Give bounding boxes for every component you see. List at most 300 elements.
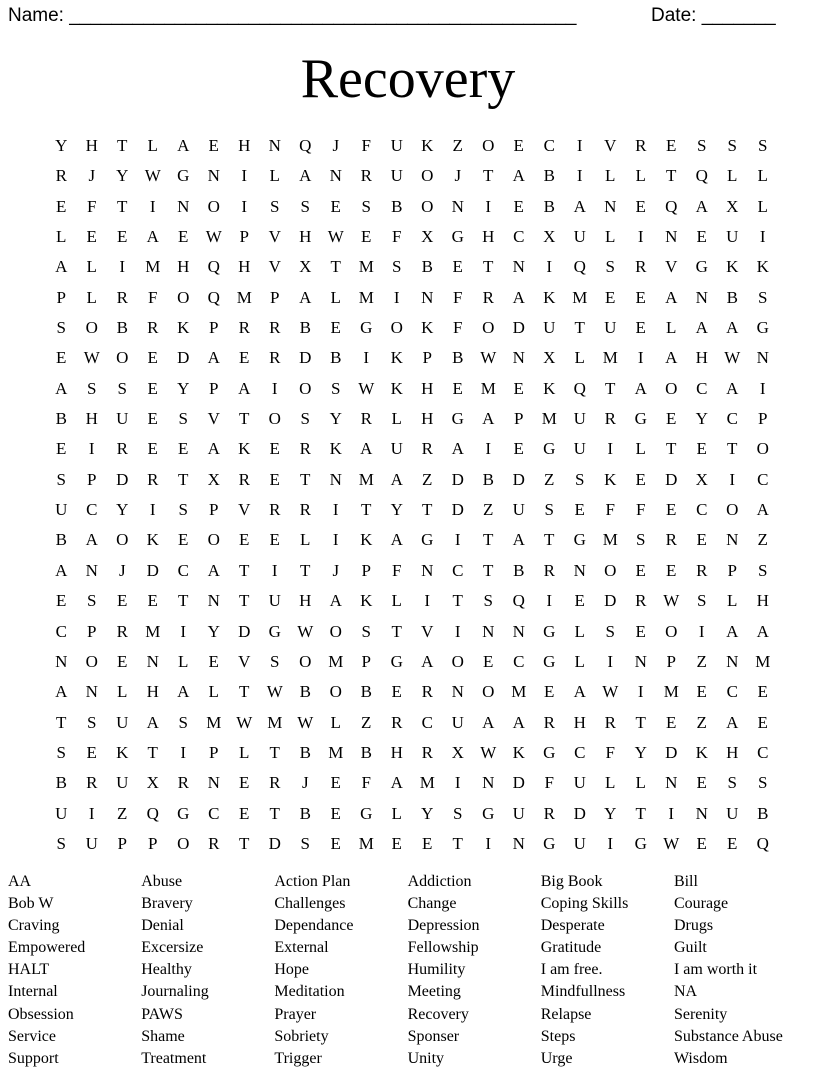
grid-letter: T [574, 318, 585, 338]
grid-letter: Z [452, 136, 463, 155]
grid-letter: I [607, 439, 614, 459]
grid-letter: E [86, 742, 97, 762]
grid-letter: A [421, 651, 434, 671]
grid-letter: O [756, 439, 769, 459]
word-list-item: I am worth it [673, 961, 758, 979]
grid-letter: E [208, 651, 219, 671]
grid-letter: E [422, 833, 433, 853]
grid-letter: A [634, 378, 647, 398]
grid-letter: E [117, 651, 128, 671]
grid-letter: S [87, 378, 97, 398]
grid-letter: B [421, 257, 433, 277]
grid-letter: I [576, 136, 583, 155]
grid-letter: T [635, 712, 646, 732]
grid-letter: A [573, 196, 586, 216]
grid-letter: A [665, 287, 678, 307]
grid-letter: E [117, 227, 128, 247]
grid-letter: M [358, 257, 374, 277]
grid-letter: C [543, 136, 555, 155]
grid-letter: R [299, 500, 311, 520]
grid-letter: Z [361, 712, 372, 732]
grid-letter: T [483, 560, 494, 580]
grid-letter: E [117, 591, 128, 611]
grid-letter: X [695, 469, 708, 489]
grid-letter: U [85, 833, 98, 853]
grid-letter: S [605, 621, 615, 641]
grid-letter: B [391, 196, 403, 216]
word-list-item: Bob W [8, 895, 54, 913]
grid-letter: F [361, 773, 371, 793]
grid-letter: E [696, 439, 707, 459]
grid-letter: I [149, 500, 156, 520]
grid-letter: P [56, 287, 66, 307]
grid-letter: E [666, 409, 677, 429]
word-list-item: Meeting [407, 983, 461, 1001]
grid-letter: S [87, 712, 97, 732]
grid-letter: H [421, 378, 434, 398]
grid-letter: P [361, 560, 371, 580]
grid-letter: T [269, 803, 280, 823]
grid-letter: X [299, 257, 312, 277]
grid-letter: U [116, 409, 129, 429]
grid-letter: N [329, 469, 342, 489]
grid-letter: O [207, 196, 220, 216]
grid-letter: O [421, 166, 434, 186]
grid-letter: L [635, 166, 646, 186]
grid-letter: F [605, 742, 615, 762]
grid-letter: M [358, 287, 374, 307]
word-list-item: Bravery [141, 895, 193, 913]
grid-letter: O [177, 833, 190, 853]
grid-letter: E [147, 378, 158, 398]
grid-letter: Y [116, 166, 129, 186]
grid-letter: C [86, 500, 98, 520]
grid-letter: H [726, 742, 739, 762]
grid-letter: Y [390, 500, 403, 520]
grid-letter: Y [207, 621, 220, 641]
grid-letter: W [83, 348, 100, 368]
grid-letter: R [269, 500, 281, 520]
grid-letter: C [696, 378, 708, 398]
grid-letter: A [695, 318, 708, 338]
grid-letter: O [329, 682, 342, 702]
grid-letter: Y [604, 803, 617, 823]
grid-letter: O [268, 409, 281, 429]
grid-letter: R [116, 287, 128, 307]
grid-letter: P [514, 409, 524, 429]
grid-letter: C [208, 803, 220, 823]
word-list-item: Addiction [407, 873, 472, 890]
grid-letter: G [177, 803, 190, 823]
grid-letter: S [453, 803, 463, 823]
grid-letter: E [757, 712, 768, 732]
grid-letter: S [56, 833, 66, 853]
grid-letter: R [360, 166, 372, 186]
grid-letter: E [147, 409, 158, 429]
word-list-item: Humility [407, 961, 466, 979]
grid-letter: T [239, 591, 250, 611]
grid-letter: I [119, 257, 126, 277]
grid-letter: L [574, 651, 585, 671]
grid-letter: R [177, 773, 189, 793]
grid-letter: M [663, 682, 679, 702]
grid-letter: M [511, 682, 527, 702]
grid-letter: A [85, 530, 98, 550]
grid-letter: E [635, 560, 646, 580]
grid-letter: E [666, 136, 677, 155]
grid-letter: L [757, 166, 768, 186]
grid-letter: X [146, 773, 159, 793]
grid-letter: N [85, 560, 98, 580]
grid-letter: I [485, 439, 492, 459]
grid-letter: X [543, 348, 556, 368]
grid-letter: I [332, 500, 339, 520]
grid-letter: O [85, 318, 98, 338]
grid-letter: O [390, 318, 403, 338]
word-list-item: Relapse [540, 1005, 592, 1023]
grid-letter: D [238, 621, 251, 641]
grid-letter: E [605, 287, 616, 307]
grid-letter: O [665, 621, 678, 641]
grid-letter: J [301, 773, 309, 793]
grid-letter: L [391, 591, 402, 611]
grid-letter: T [147, 742, 158, 762]
word-list-item: Abuse [141, 873, 183, 890]
grid-letter: I [88, 439, 95, 459]
grid-letter: L [300, 530, 311, 550]
grid-letter: N [177, 196, 190, 216]
grid-letter: R [238, 469, 250, 489]
word-list-item: Steps [540, 1027, 576, 1045]
grid-letter: E [56, 439, 67, 459]
grid-letter: B [116, 318, 128, 338]
grid-letter: L [330, 287, 341, 307]
grid-letter: E [330, 803, 341, 823]
word-list-item: Recovery [407, 1005, 469, 1023]
grid-letter: T [666, 439, 677, 459]
word-list-item: Gratitude [540, 939, 602, 957]
grid-letter: I [485, 196, 492, 216]
word-list-item: External [274, 939, 329, 957]
word-list-item: Sobriety [274, 1027, 329, 1045]
grid-letter: C [726, 682, 738, 702]
grid-letter: C [574, 742, 586, 762]
grid-letter: I [546, 591, 553, 611]
grid-letter: K [116, 742, 129, 762]
grid-letter: O [329, 621, 342, 641]
grid-letter: R [269, 348, 281, 368]
grid-letter: O [177, 287, 190, 307]
word-list-item: Obsession [8, 1005, 74, 1023]
grid-letter: I [607, 651, 614, 671]
grid-letter: N [512, 621, 525, 641]
grid-letter: G [482, 803, 495, 823]
word-list-item: Courage [673, 895, 729, 913]
grid-letter: A [512, 712, 525, 732]
grid-letter: L [727, 166, 738, 186]
grid-letter: E [269, 530, 280, 550]
grid-letter: B [55, 409, 67, 429]
grid-letter: A [390, 469, 403, 489]
grid-letter: U [726, 227, 739, 247]
grid-letter: C [421, 712, 433, 732]
grid-letter: E [513, 378, 524, 398]
grid-letter: I [576, 166, 583, 186]
grid-letter: U [451, 712, 464, 732]
grid-letter: N [55, 651, 68, 671]
grid-letter: S [270, 196, 280, 216]
grid-letter: S [178, 409, 188, 429]
grid-letter: C [696, 500, 708, 520]
grid-letter: E [147, 348, 158, 368]
grid-letter: E [269, 469, 280, 489]
grid-letter: U [512, 500, 525, 520]
grid-letter: I [393, 287, 400, 307]
grid-letter: A [695, 196, 708, 216]
grid-letter: P [209, 378, 219, 398]
grid-letter: D [512, 773, 525, 793]
grid-letter: S [178, 500, 188, 520]
grid-letter: R [391, 712, 403, 732]
grid-letter: H [146, 682, 159, 702]
grid-letter: L [605, 227, 616, 247]
grid-letter: Y [177, 378, 190, 398]
grid-letter: Y [116, 500, 129, 520]
grid-letter: N [451, 682, 464, 702]
grid-letter: Z [696, 712, 707, 732]
grid-letter: N [695, 287, 708, 307]
grid-letter: H [421, 409, 434, 429]
grid-letter: B [299, 318, 311, 338]
word-list-item: Trigger [274, 1049, 322, 1067]
grid-letter: Q [299, 136, 312, 155]
grid-letter: B [482, 469, 494, 489]
grid-letter: G [634, 409, 647, 429]
grid-letter: Q [695, 166, 708, 186]
grid-letter: E [666, 560, 677, 580]
word-list-item: Treatment [141, 1049, 207, 1067]
grid-letter: O [604, 560, 617, 580]
grid-letter: G [543, 439, 556, 459]
grid-letter: J [332, 560, 340, 580]
grid-letter: X [207, 469, 220, 489]
grid-letter: Q [207, 287, 220, 307]
grid-letter: R [543, 560, 555, 580]
grid-letter: E [239, 773, 250, 793]
word-list-item: Internal [8, 983, 58, 1001]
grid-letter: F [87, 196, 97, 216]
word-list-item: Meditation [274, 983, 345, 1001]
grid-letter: I [607, 833, 614, 853]
word-list-item: Healthy [141, 961, 192, 979]
grid-letter: Q [573, 257, 586, 277]
grid-letter: S [544, 500, 554, 520]
grid-letter: U [726, 803, 739, 823]
grid-letter: U [390, 136, 403, 155]
grid-letter: E [666, 500, 677, 520]
grid-letter: M [236, 287, 252, 307]
grid-letter: U [268, 591, 281, 611]
grid-letter: Y [421, 803, 434, 823]
word-list-item: Service [8, 1027, 56, 1045]
grid-letter: E [513, 196, 524, 216]
grid-letter: F [392, 227, 402, 247]
grid-letter: B [330, 348, 342, 368]
grid-letter: F [453, 318, 463, 338]
word-list-item: Craving [8, 917, 60, 935]
grid-letter: L [727, 591, 738, 611]
grid-letter: A [146, 712, 159, 732]
grid-letter: E [361, 227, 372, 247]
grid-letter: E [147, 591, 158, 611]
grid-letter: Y [695, 409, 708, 429]
grid-letter: R [208, 833, 220, 853]
grid-letter: W [663, 591, 680, 611]
grid-letter: W [297, 621, 314, 641]
grid-letter: K [146, 530, 159, 550]
grid-letter: P [209, 318, 219, 338]
grid-letter: L [56, 227, 67, 247]
grid-letter: M [145, 257, 161, 277]
grid-letter: A [482, 712, 495, 732]
word-list-item: Coping Skills [540, 895, 629, 913]
grid-letter: O [482, 682, 495, 702]
grid-letter: L [574, 348, 585, 368]
grid-letter: K [329, 439, 342, 459]
grid-letter: N [268, 136, 281, 155]
grid-letter: R [543, 712, 555, 732]
grid-letter: K [360, 530, 373, 550]
grid-letter: I [149, 196, 156, 216]
grid-letter: R [635, 591, 647, 611]
word-list-item: Challenges [274, 895, 346, 913]
grid-letter: D [268, 833, 281, 853]
grid-letter: V [268, 227, 281, 247]
grid-letter: S [56, 469, 66, 489]
grid-letter: R [635, 136, 647, 155]
grid-letter: T [727, 439, 738, 459]
grid-letter: N [421, 287, 434, 307]
grid-letter: R [116, 439, 128, 459]
grid-letter: A [756, 621, 769, 641]
grid-letter: I [637, 227, 644, 247]
grid-letter: P [666, 651, 676, 671]
grid-letter: A [726, 621, 739, 641]
grid-letter: E [757, 682, 768, 702]
word-list-item: Dependance [274, 917, 354, 935]
letter-grid [46, 131, 778, 859]
grid-letter: M [206, 712, 222, 732]
grid-letter: D [116, 469, 129, 489]
grid-letter: I [271, 560, 278, 580]
grid-letter: I [546, 257, 553, 277]
grid-letter: B [55, 530, 67, 550]
grid-letter: P [117, 833, 127, 853]
grid-letter: R [147, 318, 159, 338]
grid-letter: N [451, 196, 464, 216]
grid-letter: T [635, 803, 646, 823]
grid-letter: R [604, 712, 616, 732]
grid-letter: J [88, 166, 96, 186]
grid-letter: E [330, 318, 341, 338]
grid-letter: E [330, 833, 341, 853]
word-list-item: Unity [407, 1049, 445, 1067]
grid-letter: T [605, 378, 616, 398]
grid-letter: S [758, 287, 768, 307]
grid-letter: D [604, 591, 617, 611]
grid-letter: S [636, 530, 646, 550]
grid-letter: T [422, 500, 433, 520]
grid-letter: A [512, 287, 525, 307]
word-list-item: PAWS [141, 1005, 183, 1023]
grid-letter: E [635, 469, 646, 489]
word-list-item: AA [8, 873, 32, 890]
grid-letter: H [299, 591, 312, 611]
grid-letter: S [758, 773, 768, 793]
grid-letter: L [86, 287, 97, 307]
grid-letter: I [424, 591, 431, 611]
word-list-item: Sponser [407, 1027, 460, 1045]
grid-letter: L [635, 439, 646, 459]
grid-letter: A [665, 348, 678, 368]
grid-letter: T [544, 530, 555, 550]
grid-letter: T [269, 742, 280, 762]
grid-letter: H [299, 227, 312, 247]
grid-letter: X [543, 227, 556, 247]
grid-letter: N [756, 348, 769, 368]
grid-letter: E [635, 318, 646, 338]
grid-letter: K [604, 469, 617, 489]
grid-letter: S [361, 196, 371, 216]
grid-letter: U [512, 803, 525, 823]
grid-letter: S [178, 712, 188, 732]
grid-letter: T [300, 469, 311, 489]
grid-letter: M [358, 469, 374, 489]
grid-letter: E [696, 833, 707, 853]
grid-letter: L [330, 712, 341, 732]
grid-letter: I [668, 803, 675, 823]
grid-letter: S [300, 833, 310, 853]
grid-letter: L [86, 257, 97, 277]
grid-letter: E [483, 651, 494, 671]
grid-letter: M [602, 530, 618, 550]
grid-letter: N [421, 560, 434, 580]
grid-letter: E [635, 196, 646, 216]
grid-letter: H [756, 591, 769, 611]
grid-letter: W [663, 833, 680, 853]
grid-letter: D [573, 803, 586, 823]
word-list [8, 873, 807, 1072]
grid-letter: A [55, 682, 68, 702]
word-list-item: Support [8, 1049, 59, 1067]
grid-letter: O [207, 530, 220, 550]
grid-letter: S [300, 196, 310, 216]
word-list-item: I am free. [540, 961, 603, 979]
grid-letter: N [512, 348, 525, 368]
grid-letter: C [55, 621, 67, 641]
grid-letter: K [390, 378, 403, 398]
grid-letter: A [390, 530, 403, 550]
grid-letter: C [513, 651, 525, 671]
grid-letter: I [637, 348, 644, 368]
grid-letter: F [544, 773, 554, 793]
grid-letter: W [327, 227, 344, 247]
grid-letter: A [207, 348, 220, 368]
grid-letter: E [56, 196, 67, 216]
grid-letter: A [451, 439, 464, 459]
grid-letter: K [543, 378, 556, 398]
grid-letter: E [666, 712, 677, 732]
